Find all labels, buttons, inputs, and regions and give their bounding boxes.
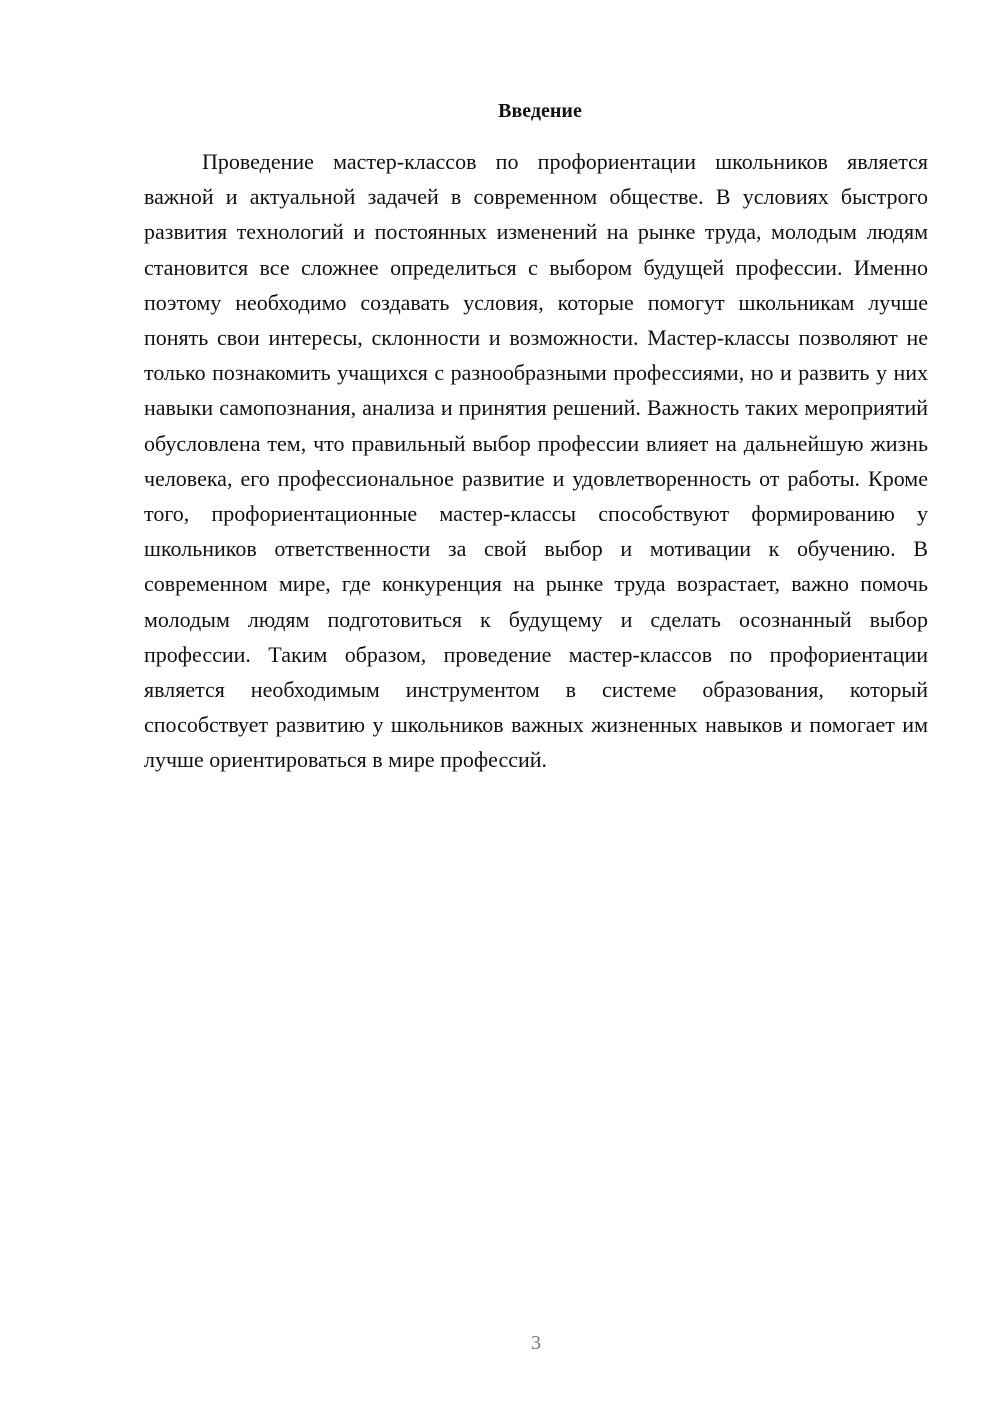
body-paragraph: Проведение мастер-классов по профориентации школьников является важной и актуальной задачей в современном обществе. В условиях быстрого развития технологий и постоянных изменений на рынке труда, молодым людям становится все сложнее определиться с выбором будущей профессии. Именно поэтому необходимо создавать условия, которые помогут школьникам лучше понять свои интересы, склонности и возможности. Мастер-классы позволяют не только познакомить учащихся с разнообразными профессиями, но и развить у них навыки самопознания, анализа и принятия решений. Важность таких мероприятий обусловлена тем, что правильный выбор профессии влияет на дальнейшую жизнь человека, его профессиональное развитие и удовлетворенность от работы. Кроме того, профориентационные мастер-классы способствуют формированию у школьников ответственности за свой выбор и мотивации к обучению. В современном мире, где конкуренция на рынке труда возрастает, важно помочь молодым людям подготовиться к будущему и сделать осознанный выбор профессии. Таким образом, проведение мастер-классов по профориентации является необходимым инструментом в системе образования, который способствует развитию у школьников важных жизненных навыков и помогает им лучше ориентироваться в мире профессий. [144, 149, 928, 773]
section-heading: Введение [498, 100, 582, 122]
page-content [144, 96, 928, 778]
page-number: 3 [531, 1332, 541, 1354]
